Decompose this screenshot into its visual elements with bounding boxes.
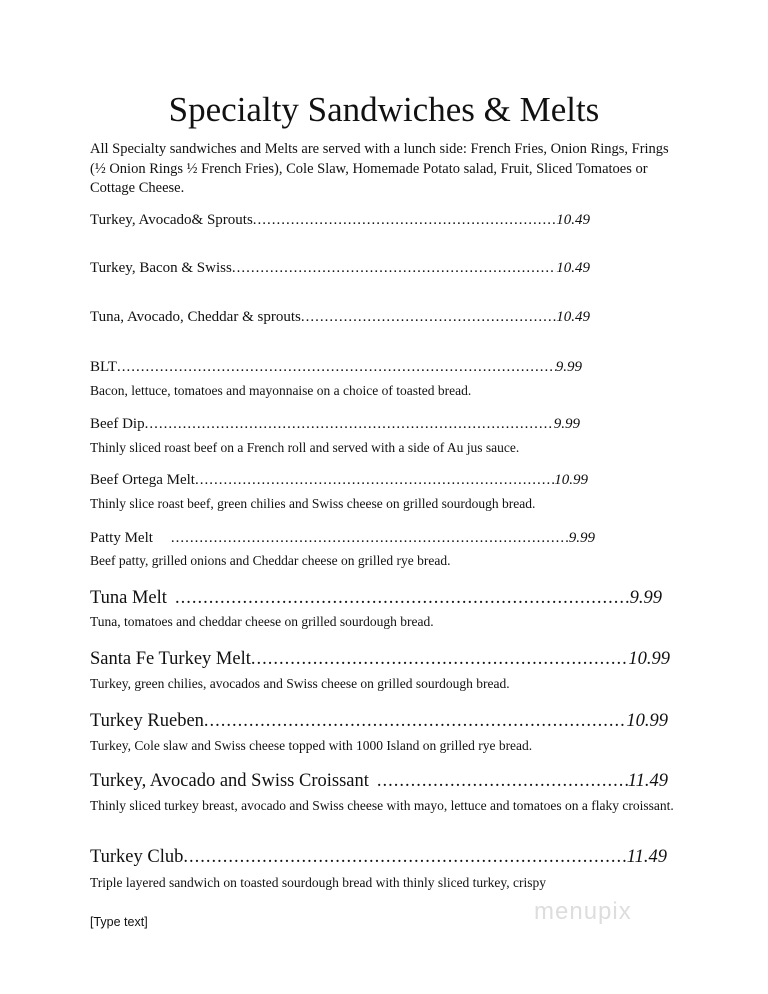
dot-leader — [204, 711, 626, 732]
item-description: Tuna, tomatoes and cheddar cheese on grilled sourdough bread. — [90, 614, 434, 629]
item-price: 11.49 — [627, 771, 668, 791]
item-name: Santa Fe Turkey Melt — [90, 649, 251, 669]
dot-leader — [232, 260, 556, 277]
menu-item — [90, 847, 667, 868]
menu-item — [90, 472, 588, 489]
menu-item — [90, 711, 668, 732]
item-description: Turkey, Cole slaw and Swiss cheese topped with 1000 Island on grilled rye bread. — [90, 738, 533, 753]
item-name: Beef Dip — [90, 416, 145, 432]
watermark: menupix — [534, 898, 632, 925]
menu-item — [90, 359, 582, 376]
item-description: Turkey, green chilies, avocados and Swiss cheese on grilled sourdough bread. — [90, 676, 510, 691]
item-description: Triple layered sandwich on toasted sourdough bread with thinly sliced turkey, crispy — [90, 875, 547, 890]
dot-leader — [175, 588, 630, 609]
item-price: 11.49 — [626, 847, 667, 867]
dot-leader — [171, 530, 569, 547]
item-price: 10.49 — [556, 309, 590, 325]
dot-leader — [301, 309, 556, 326]
page-title: Specialty Sandwiches & Melts — [168, 90, 600, 129]
item-name: Turkey Rueben — [90, 711, 204, 731]
item-name: Turkey, Avocado and Swiss Croissant — [90, 771, 369, 791]
item-description: Thinly sliced turkey breast, avocado and Swiss cheese with mayo, lettuce and tomatoes on a flaky croissant. — [90, 798, 674, 813]
item-name: BLT — [90, 359, 117, 375]
item-name: Beef Ortega Melt — [90, 472, 195, 488]
item-description: Thinly slice roast beef, green chilies and Swiss cheese on grilled sourdough bread. — [90, 496, 536, 511]
intro-text: All Specialty sandwiches and Melts are served with a lunch side: French Fries, Onion Rings, Frings (½ Onion Rings ½ French Fries), Cole Slaw, Homemade Potato salad, Fruit, Sliced Tomatoes or Cottage Cheese. — [90, 141, 669, 196]
item-price: 9.99 — [555, 359, 582, 375]
menu-item — [90, 771, 668, 792]
dot-leader — [251, 649, 629, 670]
menu-item — [90, 309, 590, 326]
item-name: Turkey, Bacon & Swiss — [90, 260, 232, 276]
item-description: Thinly sliced roast beef on a French roll and served with a side of Au jus sauce. — [90, 440, 520, 455]
dot-leader — [183, 847, 626, 868]
menu-item — [90, 530, 595, 547]
item-price: 10.49 — [556, 260, 590, 276]
dot-leader — [145, 416, 554, 433]
item-name: Tuna Melt — [90, 588, 167, 608]
dot-leader — [117, 359, 556, 376]
dot-leader — [253, 212, 556, 229]
item-price: 9.99 — [553, 416, 580, 432]
menu-item — [90, 260, 590, 277]
footer-placeholder: [Type text] — [90, 915, 148, 929]
item-description: Bacon, lettuce, tomatoes and mayonnaise on a choice of toasted bread. — [90, 383, 472, 398]
menu-item — [90, 416, 580, 433]
item-price: 10.99 — [628, 649, 670, 669]
item-price: 10.49 — [556, 212, 590, 228]
item-price: 10.99 — [626, 711, 668, 731]
menu-item — [90, 212, 590, 229]
item-name: Patty Melt — [90, 530, 153, 546]
item-price: 9.99 — [629, 588, 662, 608]
item-name: Turkey, Avocado& Sprouts — [90, 212, 253, 228]
menu-item — [90, 649, 670, 670]
item-description: Beef patty, grilled onions and Cheddar cheese on grilled rye bread. — [90, 553, 451, 568]
item-price: 10.99 — [554, 472, 588, 488]
item-name: Turkey Club — [90, 847, 184, 867]
menu-item — [90, 588, 662, 609]
dot-leader — [195, 472, 554, 489]
item-price: 9.99 — [568, 530, 595, 546]
item-name: Tuna, Avocado, Cheddar & sprouts — [90, 309, 301, 325]
dot-leader — [377, 771, 628, 792]
